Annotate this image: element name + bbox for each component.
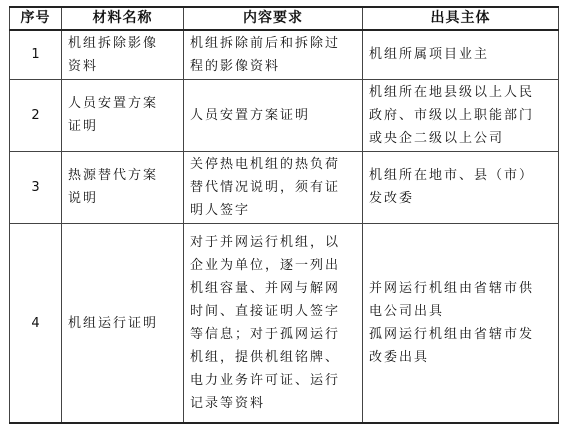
- requirement-line: 机组拆除前后和拆除过: [190, 35, 341, 51]
- issuer-line: 机组所在地县级以上人民: [369, 84, 535, 100]
- row-number: 2: [10, 79, 62, 151]
- table-row: [10, 79, 559, 151]
- row-number: 4: [10, 224, 62, 423]
- requirement-cell: [184, 151, 363, 223]
- issuer-line: 并网运行机组由省辖市供: [369, 281, 535, 297]
- requirement-line: 机组，提供机组铭牌、: [190, 350, 341, 366]
- requirement-cell: [184, 79, 363, 151]
- requirement-line: 时间、直接证明人签字: [190, 304, 341, 320]
- issuer-cell: [363, 224, 559, 423]
- requirement-line: 替代情况说明，须有证: [190, 179, 341, 195]
- material-name-line: 机组运行证明: [68, 315, 159, 331]
- material-name-cell: [62, 79, 184, 151]
- requirement-line: 等信息；对于孤网运行: [190, 327, 341, 343]
- header-no: 序号: [10, 7, 62, 30]
- requirement-line: 机组容量、并网与解网: [190, 281, 341, 297]
- material-name-cell: [62, 151, 184, 223]
- table-header-row: [10, 7, 559, 30]
- issuer-cell: [363, 30, 559, 79]
- requirement-line: 关停热电机组的热负荷: [190, 156, 341, 172]
- requirement-cell: [184, 224, 363, 423]
- requirement-line: 程的影像资料: [190, 58, 281, 74]
- issuer-cell: [363, 151, 559, 223]
- requirement-line: 对于并网运行机组，以: [190, 235, 341, 251]
- table-row: [10, 224, 559, 423]
- header-material-name: 材料名称: [62, 7, 184, 30]
- requirement-cell: [184, 30, 363, 79]
- material-name-cell: [62, 30, 184, 79]
- row-number: 3: [10, 151, 62, 223]
- issuer-line: 政府、市级以上职能部门: [369, 107, 535, 123]
- material-name-line: 证明: [68, 119, 99, 135]
- issuer-cell: [363, 79, 559, 151]
- table-row: [10, 151, 559, 223]
- material-name-line: 说明: [68, 191, 99, 207]
- issuer-line: 或央企二级以上公司: [369, 130, 505, 146]
- requirement-line: 记录等资料: [190, 396, 266, 412]
- material-name-line: 人员安置方案: [68, 96, 159, 112]
- row-number: 1: [10, 30, 62, 79]
- issuer-line: 机组所属项目业主: [369, 47, 490, 63]
- requirement-line: 企业为单位，逐一列出: [190, 258, 341, 274]
- material-name-cell: [62, 224, 184, 423]
- table-row: [10, 30, 559, 79]
- requirement-line: 明人签字: [190, 202, 251, 218]
- material-name-line: 资料: [68, 58, 99, 74]
- issuer-line: 改委出具: [369, 350, 430, 366]
- header-issuer: 出具主体: [363, 7, 559, 30]
- requirement-line: 人员安置方案证明: [190, 107, 311, 123]
- material-name-line: 机组拆除影像: [68, 35, 159, 51]
- issuer-line: 孤网运行机组由省辖市发: [369, 327, 535, 343]
- issuer-line: 机组所在地市、县（市）: [369, 168, 535, 184]
- issuer-line: 电公司出具: [369, 304, 445, 320]
- materials-table: [9, 6, 559, 424]
- material-name-line: 热源替代方案: [68, 168, 159, 184]
- issuer-line: 发改委: [369, 191, 415, 207]
- header-content-requirement: 内容要求: [184, 7, 363, 30]
- requirement-line: 电力业务许可证、运行: [190, 373, 341, 389]
